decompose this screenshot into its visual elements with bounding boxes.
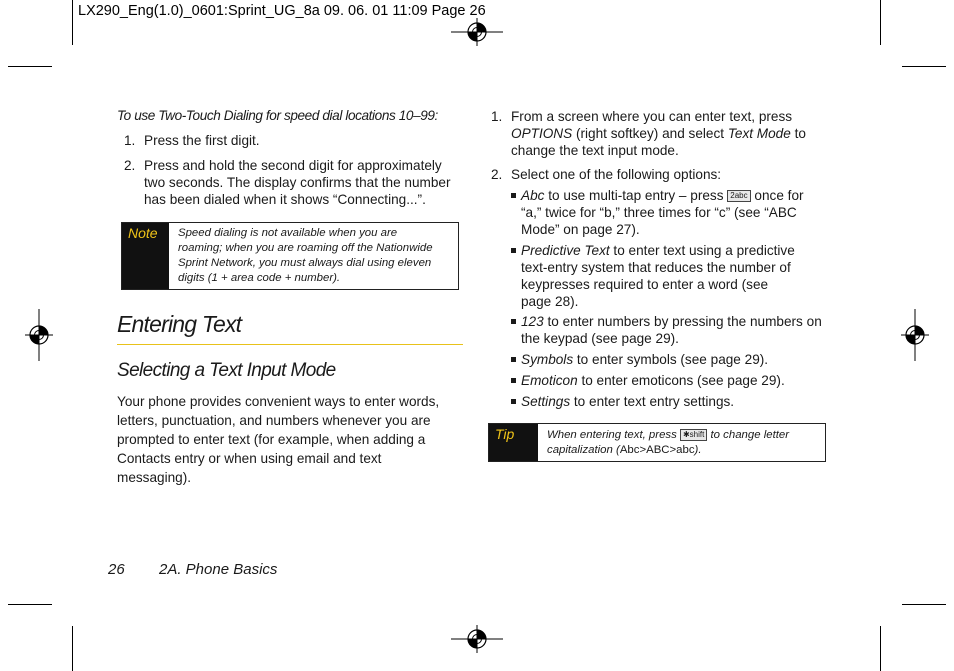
section-heading: Entering Text (117, 311, 242, 337)
registration-mark-icon (451, 625, 503, 653)
crop-mark (72, 0, 73, 45)
mode-term: Emoticon (521, 373, 578, 388)
crop-mark (902, 66, 946, 67)
bullet-icon (511, 319, 516, 324)
text-mode-option: Text Mode (727, 126, 791, 141)
subsection-heading: Selecting a Text Input Mode (117, 360, 336, 381)
shift-key-icon: ✱shift (680, 429, 707, 441)
note-line: digits (1 + area code + number). (178, 272, 341, 284)
crop-mark (880, 626, 881, 671)
step-number: 2. (491, 167, 503, 182)
registration-mark-icon (901, 309, 929, 361)
section-name: 2A. Phone Basics (159, 561, 278, 578)
key-2abc-icon: 2abc (727, 190, 750, 202)
note-line: Sprint Network, you must always dial using eleven (178, 257, 432, 269)
tip-label: Tip (489, 424, 538, 461)
tip-box: Tip When entering text, press ✱shift to change letter capitalization (Abc>ABC>abc). (488, 423, 826, 462)
note-line: roaming; when you are roaming off the Nationwide (178, 242, 433, 254)
bullet-icon (511, 399, 516, 404)
crop-mark (8, 604, 52, 605)
step-text-line: two seconds. The display confirms that the number (144, 175, 451, 190)
mode-term: Symbols (521, 352, 574, 367)
bullet-icon (511, 378, 516, 383)
step-text-line: change the text input mode. (511, 143, 679, 158)
page-number: 26 (108, 561, 125, 578)
paragraph-line: Contacts entry or when using email and text (117, 451, 382, 466)
registration-mark-icon (451, 18, 503, 46)
case-sequence: Abc>ABC>abc (619, 444, 695, 456)
note-line: Speed dialing is not available when you are (178, 227, 398, 239)
bullet-icon (511, 248, 516, 253)
options-softkey: OPTIONS (511, 126, 573, 141)
registration-mark-icon (25, 309, 53, 361)
paragraph-line: prompted to enter text (for example, when adding a (117, 432, 426, 447)
paragraph-line: messaging). (117, 470, 192, 485)
mode-term: Settings (521, 394, 571, 409)
intro-paragraph (117, 392, 439, 487)
step-text: Press the first digit. (144, 133, 260, 148)
crop-mark (902, 604, 946, 605)
two-touch-intro: To use Two-Touch Dialing for speed dial locations 10–99: (117, 108, 438, 123)
step-text-line: From a screen where you can enter text, press (511, 109, 793, 124)
note-label: Note (122, 223, 169, 289)
paragraph-line: Your phone provides convenient ways to enter words, (117, 394, 440, 409)
paragraph-line: letters, punctuation, and numbers whenever you are (117, 413, 431, 428)
step-text-line: Press and hold the second digit for approximately (144, 158, 442, 173)
bullet-icon (511, 357, 516, 362)
heading-rule (117, 344, 463, 345)
step-text: Select one of the following options: (511, 167, 722, 182)
step-number: 1. (124, 133, 136, 148)
print-slug: LX290_Eng(1.0)_0601:Sprint_UG_8a 09. 06. 01 11:09 Page 26 (78, 3, 486, 19)
bullet-icon (511, 193, 516, 198)
note-box (121, 222, 459, 290)
step-text-line: has been dialed when it shows “Connecting...”. (144, 192, 426, 207)
crop-mark (8, 66, 52, 67)
step-number: 1. (491, 109, 503, 124)
crop-mark (72, 626, 73, 671)
step-number: 2. (124, 158, 136, 173)
crop-mark (880, 0, 881, 45)
mode-term: Predictive Text (521, 243, 610, 258)
mode-term: Abc (521, 188, 545, 203)
step-text-line: OPTIONS (right softkey) and select Text Mode to (511, 126, 806, 141)
mode-term: 123 (521, 314, 544, 329)
